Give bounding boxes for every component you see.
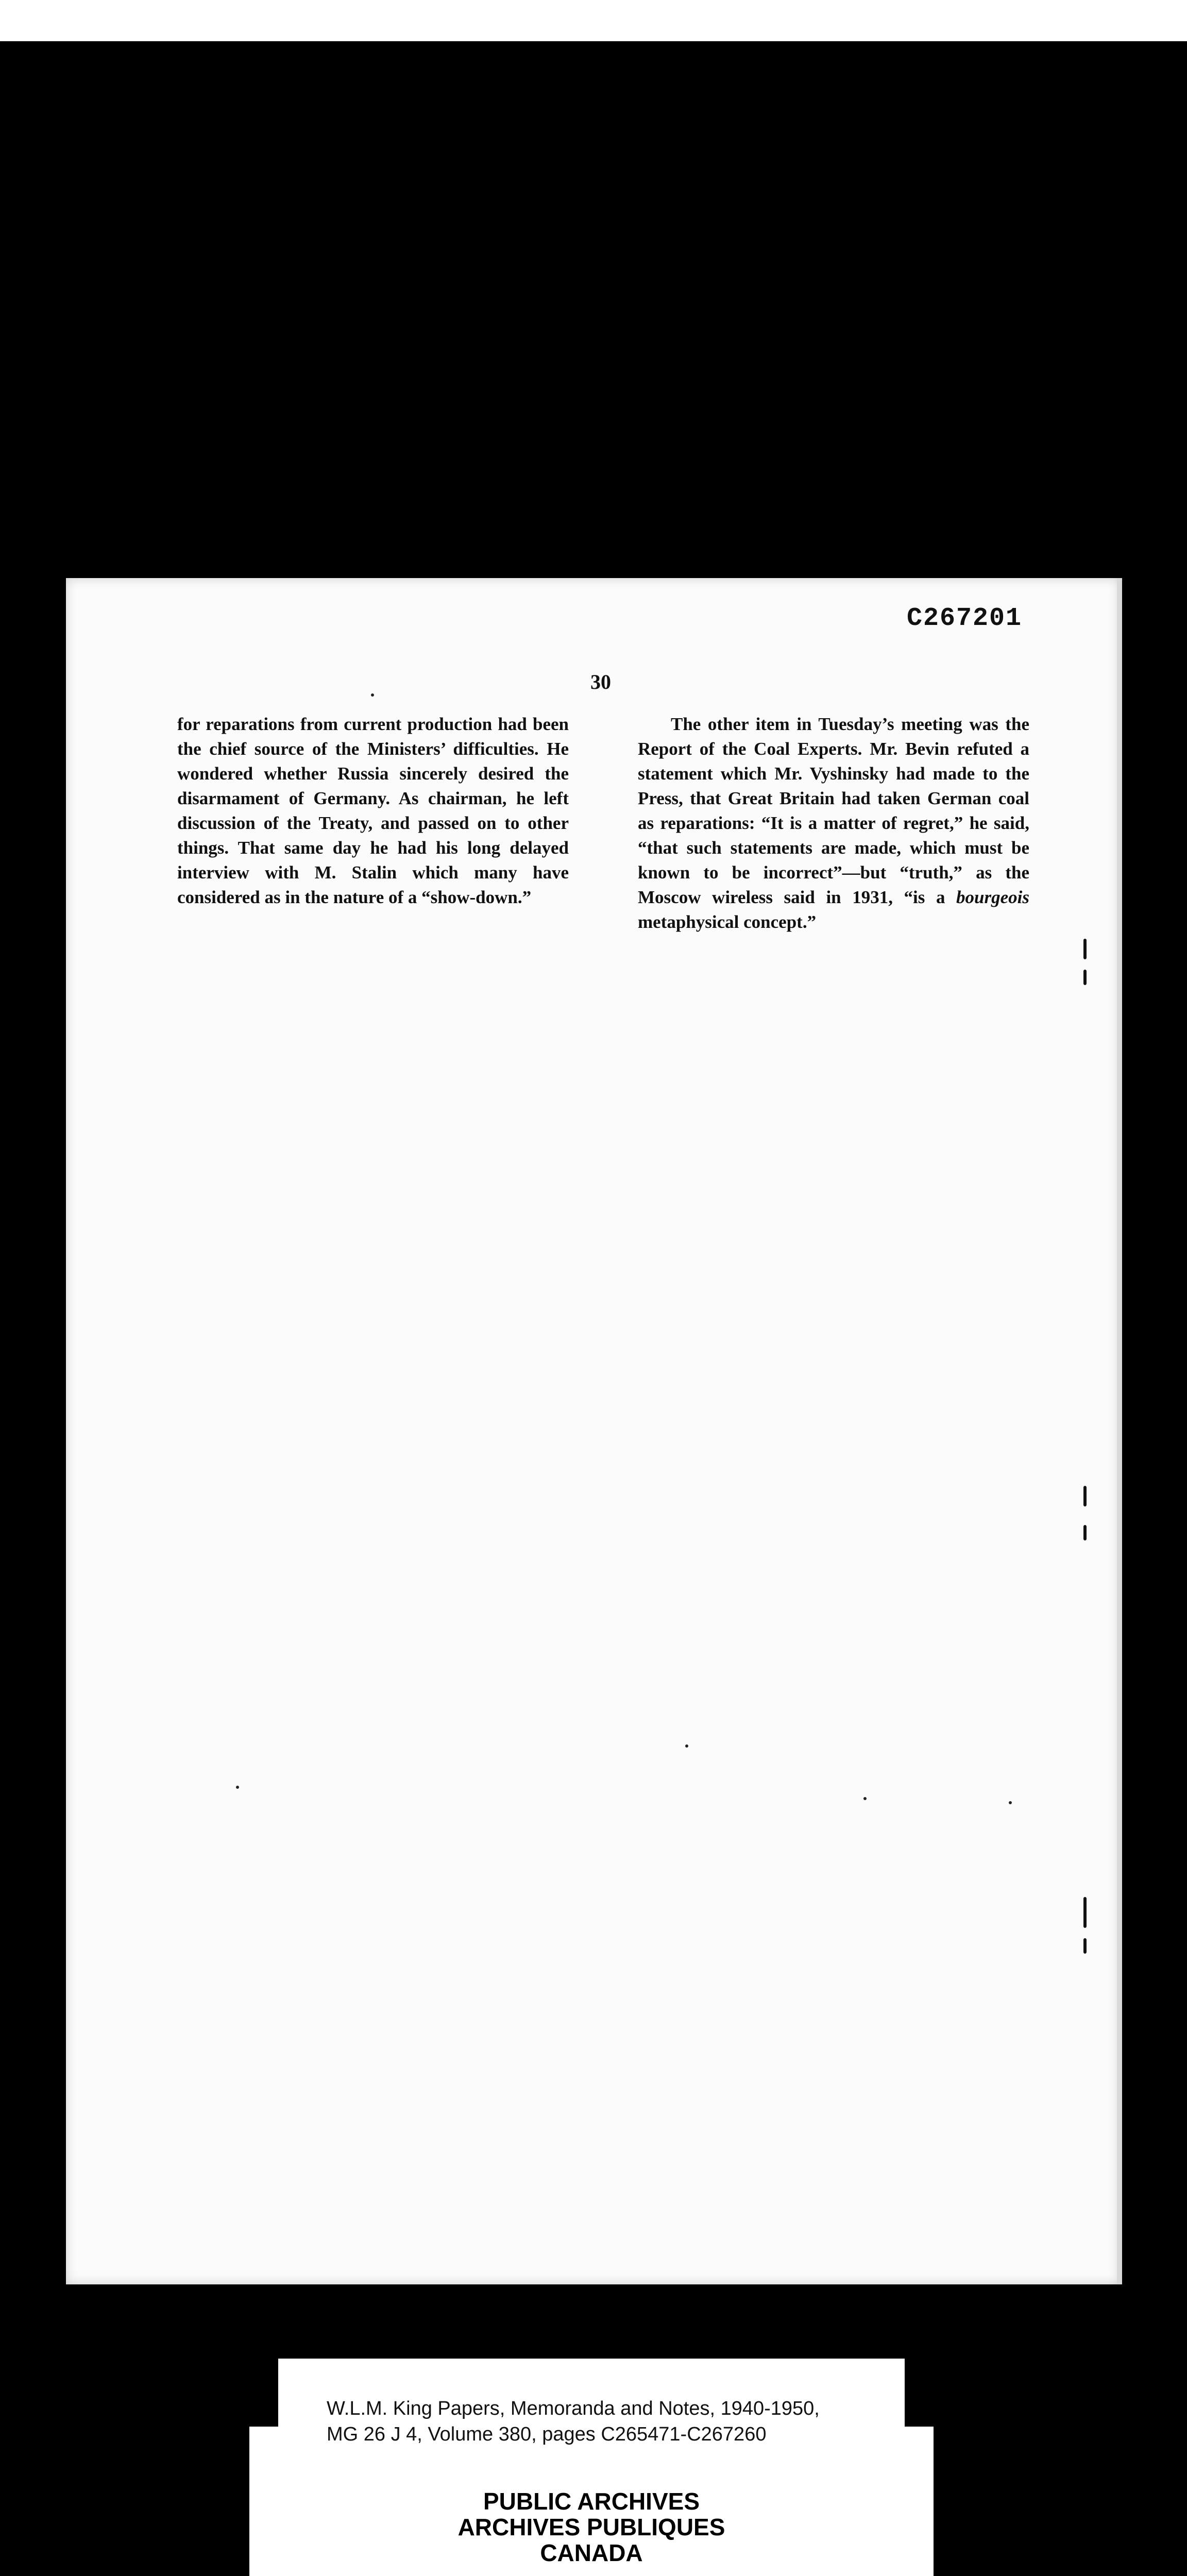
scan-speck: [685, 1744, 688, 1748]
page-number: 30: [590, 670, 611, 693]
document-page: [66, 578, 1119, 2284]
right-paragraph-text-end: metaphysical concept.”: [638, 912, 817, 932]
collection-line-1: W.L.M. King Papers, Memoranda and Notes, 1940-1950,: [327, 2398, 820, 2419]
scan-speck: [236, 1786, 239, 1789]
left-text-column: [177, 712, 569, 910]
right-paragraph-text-start: The other item in Tuesday’s meeting was the Report of the Coal Experts. Mr. Bevin refuted a statement which Mr. Vyshinsky had made to the Press, that Great Britain had taken German coal as reparations: “It is a matter of regret,” he said, “that such statements are made, which must be known to be incorrect”—but “truth,” as the Moscow wireless said in 1931, “is a: [638, 714, 1029, 907]
collection-line-2: MG 26 J 4, Volume 380, pages C265471-C267260: [327, 2424, 767, 2445]
scan-speck: [863, 1797, 867, 1800]
margin-mark: [1083, 970, 1087, 985]
margin-mark: [1083, 1486, 1087, 1506]
margin-mark: [1083, 1938, 1087, 1954]
scan-speck: [1009, 1801, 1012, 1804]
right-column-paragraph: [638, 712, 1029, 935]
scan-speck: [371, 693, 374, 697]
left-column-paragraph: for reparations from current production had been the chief source of the Ministers’ difficulties. He wondered whether Russia sincerely desired the disarmament of Germany. As chairman, he left discussion of the Treaty, and passed on to other things. That same day he had his long delayed interview with M. Stalin which many have considered as in the nature of a “show-down.”: [177, 714, 569, 907]
document-id-stamp: C267201: [906, 604, 1022, 633]
label-right-tab: [905, 2359, 934, 2427]
archive-label-card: [249, 2359, 934, 2576]
page-edge: [1117, 578, 1122, 2284]
label-left-tab: [249, 2359, 278, 2427]
italic-word: bourgeois: [956, 887, 1029, 907]
right-text-column: [638, 712, 1029, 935]
archive-name-english: PUBLIC ARCHIVES: [483, 2488, 700, 2515]
margin-mark: [1083, 1897, 1087, 1928]
margin-mark: [1083, 1525, 1087, 1540]
archive-name-french: ARCHIVES PUBLIQUES: [457, 2514, 725, 2540]
film-top-edge: [0, 0, 1187, 41]
archive-country: CANADA: [540, 2539, 643, 2566]
margin-mark: [1083, 939, 1087, 959]
